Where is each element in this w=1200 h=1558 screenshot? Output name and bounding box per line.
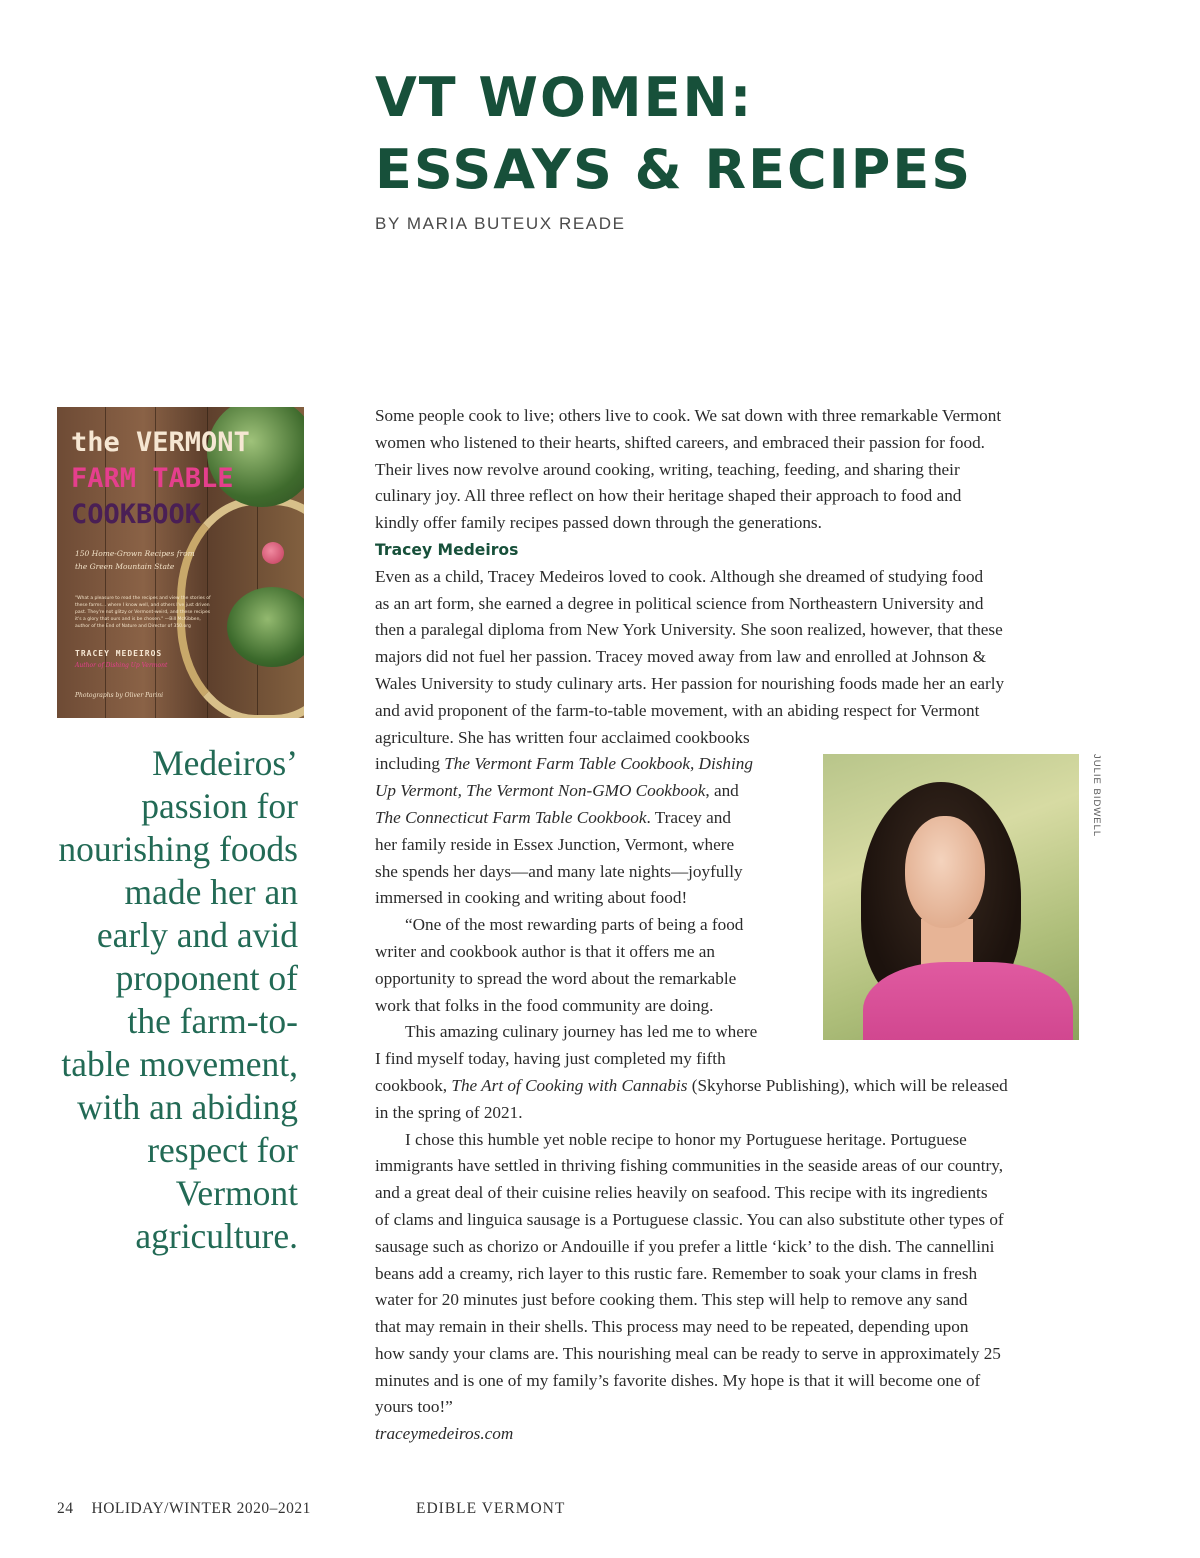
text-run: including bbox=[375, 754, 445, 774]
text-line: then a paralegal diploma from New York University. She soon realized, however, that these bbox=[375, 620, 1003, 640]
cover-title-line: COOKBOOK bbox=[71, 499, 202, 530]
text-line: beans add a creamy, rich layer to this rustic fare. Remember to soak your clams in fresh bbox=[375, 1263, 978, 1283]
pull-quote-line: respect for bbox=[147, 1130, 298, 1170]
website-link[interactable]: traceymedeiros.com bbox=[375, 1424, 514, 1444]
text-line: I find myself today, having just completed my fifth bbox=[375, 1049, 726, 1069]
text-line: Even as a child, Tracey Medeiros loved to cook. Although she dreamed of studying food bbox=[375, 566, 984, 586]
text-line: agriculture. She has written four acclaimed cookbooks bbox=[375, 727, 750, 747]
text-run: , and bbox=[705, 781, 739, 801]
text-line: writer and cookbook author is that it offers me an bbox=[375, 941, 715, 961]
photo-credit: JULIE BIDWELL bbox=[1091, 754, 1102, 838]
section-subhead: Tracey Medeiros bbox=[375, 540, 519, 559]
text-line: Some people cook to live; others live to cook. We sat down with three remarkable Vermont bbox=[375, 406, 1002, 425]
magazine-name: EDIBLE VERMONT bbox=[416, 1500, 566, 1517]
cover-author-credit: Author of Dishing Up Vermont bbox=[75, 662, 168, 669]
book-title: The Vermont Farm Table Cookbook, Dishing bbox=[444, 754, 753, 774]
text-line: kindly offer family recipes passed down through the generations. bbox=[375, 513, 822, 533]
cover-subtitle-line: 150 Home-Grown Recipes from bbox=[75, 549, 195, 558]
text-line: sausage such as chorizo or Andouille if you prefer a little ‘kick’ to the dish. The cannellini bbox=[375, 1236, 995, 1256]
author-portrait-photo bbox=[823, 754, 1079, 1040]
text-line: that may remain in their shells. This process may need to be repeated, depending upon bbox=[375, 1317, 969, 1337]
issue-label: HOLIDAY/WINTER 2020–2021 bbox=[91, 1500, 311, 1517]
text-line: opportunity to spread the word about the remarkable bbox=[375, 968, 737, 988]
paragraph bbox=[375, 1127, 1095, 1422]
text-line: and avid proponent of the farm-to-table movement, with an abiding respect for Vermont bbox=[375, 700, 980, 720]
text-line: water for 20 minutes just before cooking them. This step will help to remove any sand bbox=[375, 1290, 968, 1310]
book-title: Up Vermont, The Vermont Non-GMO Cookbook bbox=[375, 781, 706, 801]
text-line: as an art form, she earned a degree in political science from Northeastern University and bbox=[375, 593, 984, 613]
page-title bbox=[375, 62, 972, 206]
text-line: culinary joy. All three reflect on how their heritage shaped their approach to food and bbox=[375, 486, 962, 506]
text-line: yours too!” bbox=[375, 1397, 453, 1417]
text-line: she spends her days—and many late nights—joyfully bbox=[375, 861, 743, 881]
page-footer bbox=[57, 1500, 566, 1518]
byline: BY MARIA BUTEUX READE bbox=[375, 214, 626, 233]
pull-quote-line: early and avid bbox=[96, 915, 298, 955]
cover-blurb: "What a pleasure to read the recipes and view the stories of these farms... where I know well, and others I've just driven past. They're not glitzy or Vermont-weird, and these recipes it's a glory that ours and is be chosen." —Bill McKibben, author of the End of Nature and Director of 350.org bbox=[75, 596, 211, 629]
pull-quote-line: proponent of bbox=[115, 958, 298, 998]
page-number: 24 bbox=[57, 1500, 74, 1517]
title-line-1: VT WOMEN: bbox=[375, 66, 754, 129]
radish-graphic bbox=[262, 542, 284, 564]
cover-photo-credit: Photographs by Oliver Parini bbox=[75, 692, 164, 699]
portrait-face bbox=[905, 816, 985, 928]
cover-title-line: the VERMONT bbox=[71, 427, 250, 458]
pull-quote bbox=[40, 742, 298, 1258]
text-line: in the spring of 2021. bbox=[375, 1102, 523, 1122]
text-line: women who listened to their hearts, shifted careers, and embraced their passion for food. bbox=[375, 432, 985, 452]
pull-quote-line: made her an bbox=[124, 872, 298, 912]
text-line: Wales University to study culinary arts. Her passion for nourishing foods made her an early bbox=[375, 673, 1005, 693]
text-line: her family reside in Essex Junction, Vermont, where bbox=[375, 834, 735, 854]
text-line bbox=[375, 1073, 1095, 1100]
text-run: cookbook, bbox=[375, 1075, 452, 1095]
portrait-blouse bbox=[863, 962, 1073, 1040]
text-line: majors did not fuel her passion. Tracey moved away from law and enrolled at Johnson & bbox=[375, 647, 986, 667]
cover-title bbox=[71, 425, 250, 533]
book-title: The Connecticut Farm Table Cookbook bbox=[375, 807, 647, 827]
pull-quote-line: agriculture. bbox=[135, 1216, 298, 1256]
book-title: The Art of Cooking with Cannabis bbox=[451, 1075, 688, 1095]
text-line: This amazing culinary journey has led me to where bbox=[405, 1022, 758, 1042]
text-run: (Skyhorse Publishing), which will be released bbox=[687, 1075, 1008, 1095]
cover-subtitle bbox=[75, 547, 215, 573]
pull-quote-line: table movement, bbox=[61, 1044, 298, 1084]
text-line: “One of the most rewarding parts of being a food bbox=[405, 915, 744, 935]
text-line: I chose this humble yet noble recipe to honor my Portuguese heritage. Portuguese bbox=[405, 1129, 967, 1149]
text-run: . Tracey and bbox=[646, 807, 731, 827]
text-line: immigrants have settled in thriving fishing communities in the seaside areas of our country, bbox=[375, 1156, 1003, 1176]
cover-author: TRACEY MEDEIROS bbox=[75, 649, 163, 658]
title-line-2: ESSAYS & RECIPES bbox=[375, 138, 973, 201]
text-line: and a great deal of their cuisine relies heavily on seafood. This recipe with its ingredients bbox=[375, 1183, 988, 1203]
text-line: minutes and is one of my family’s favorite dishes. My hope is that it will become one of bbox=[375, 1370, 981, 1390]
pull-quote-line: the farm-to- bbox=[127, 1001, 298, 1041]
text-line: immersed in cooking and writing about food! bbox=[375, 888, 688, 908]
pull-quote-line: Vermont bbox=[175, 1173, 298, 1213]
book-cover-image bbox=[57, 407, 304, 718]
pull-quote-line: nourishing foods bbox=[58, 829, 298, 869]
intro-paragraph bbox=[375, 403, 1095, 537]
cover-subtitle-line: the Green Mountain State bbox=[75, 562, 175, 571]
text-line: Their lives now revolve around cooking, writing, teaching, feeding, and sharing their bbox=[375, 459, 960, 479]
text-line: of clams and linguica sausage is a Portuguese classic. You can also substitute other types of bbox=[375, 1209, 1004, 1229]
pull-quote-line: passion for bbox=[141, 786, 298, 826]
pull-quote-line: Medeiros’ bbox=[152, 743, 298, 783]
pull-quote-line: with an abiding bbox=[77, 1087, 298, 1127]
text-line: how sandy your clams are. This nourishing meal can be ready to serve in approximately 25 bbox=[375, 1343, 1001, 1363]
text-line: work that folks in the food community are doing. bbox=[375, 995, 714, 1015]
cover-title-line: FARM TABLE bbox=[71, 463, 234, 494]
